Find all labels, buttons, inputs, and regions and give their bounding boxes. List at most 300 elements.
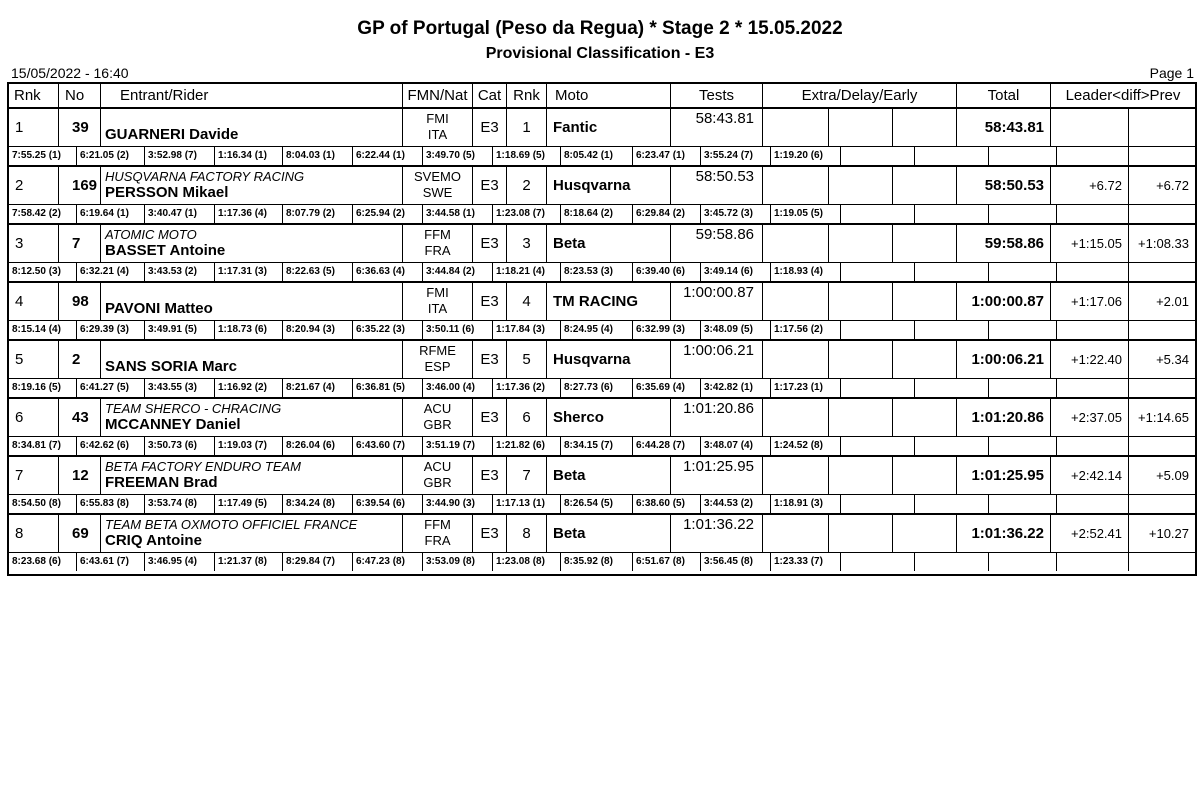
split-time: 1:18.69 (5) [493,147,561,165]
split-time: 3:42.82 (1) [701,379,771,397]
split-empty [989,379,1057,397]
col-cat: Cat [473,84,507,107]
split-time: 3:55.24 (7) [701,147,771,165]
rider-name: BASSET Antoine [105,242,226,259]
diff-previous: +1:08.33 [1138,236,1189,251]
document-title: GP of Portugal (Peso da Regua) * Stage 2 * 15.05.2022 [357,18,843,39]
split-time: 6:43.61 (7) [77,553,145,571]
split-time: 8:26.54 (5) [561,495,633,513]
split-time: 6:35.69 (4) [633,379,701,397]
split-time: 3:50.73 (6) [145,437,215,455]
tests-time: 1:01:36.22 [671,515,763,552]
split-empty [989,147,1057,165]
diff-previous: +10.27 [1148,526,1189,541]
split-time: 1:17.49 (5) [215,495,283,513]
split-empty [1057,147,1129,165]
split-time: 1:24.52 (8) [771,437,841,455]
split-time: 6:25.94 (2) [353,205,423,223]
rider-name: MCCANNEY Daniel [105,416,241,433]
extra-cell [763,399,829,436]
nationality: SWE [422,185,453,200]
federation: FFM [424,517,451,532]
total-time: 58:43.81 [957,109,1051,146]
split-time: 6:43.60 (7) [353,437,423,455]
split-empty [1057,321,1129,339]
split-time: 1:17.36 (4) [215,205,283,223]
federation: ACU [423,459,452,474]
col-diff: Leader<diff>Prev [1065,87,1181,104]
early-cell [893,109,957,146]
diff-previous: +6.72 [1156,178,1189,193]
split-time: 6:44.28 (7) [633,437,701,455]
nationality: FRA [424,243,451,258]
split-empty [915,379,989,397]
split-time: 6:19.64 (1) [77,205,145,223]
federation: RFME [419,343,456,358]
delay-cell [829,341,893,378]
entrant-cell [101,167,403,204]
split-time: 8:23.68 (6) [9,553,77,571]
diff-leader: +2:37.05 [1051,399,1129,436]
split-time: 6:38.60 (5) [633,495,701,513]
split-time: 1:17.56 (2) [771,321,841,339]
split-time: 6:36.63 (4) [353,263,423,281]
nationality: ITA [427,301,448,316]
document-subtitle: Provisional Classification - E3 [485,45,715,62]
split-time: 6:47.23 (8) [353,553,423,571]
category: E3 [473,457,507,494]
rider-name: SANS SORIA Marc [105,358,237,375]
tests-time: 59:58.86 [671,225,763,262]
table-row [9,341,1195,399]
federation-cell [403,399,473,436]
split-time: 7:58.42 (2) [9,205,77,223]
split-times-row [9,495,1195,513]
rider-name: PAVONI Matteo [105,300,213,317]
motorcycle: TM RACING [547,283,671,320]
diff-leader: +6.72 [1051,167,1129,204]
table-row [9,283,1195,341]
split-time: 8:34.24 (8) [283,495,353,513]
split-time: 3:44.90 (3) [423,495,493,513]
col-fmn: FMN/Nat [403,84,473,107]
rider-name: GUARNERI Davide [105,126,239,143]
split-time: 1:17.31 (3) [215,263,283,281]
entrant-cell [101,515,403,552]
category-rank: 7 [507,457,547,494]
row-main [9,399,1195,437]
split-times-row [9,147,1195,165]
motorcycle: Beta [547,457,671,494]
row-main [9,457,1195,495]
row-main [9,225,1195,263]
split-time: 3:52.98 (7) [145,147,215,165]
diff-leader: +1:22.40 [1051,341,1129,378]
total-time: 1:00:00.87 [957,283,1051,320]
team-name: HUSQVARNA FACTORY RACING [105,169,305,184]
col-rnk: Rnk [9,84,59,107]
tests-time: 58:43.81 [671,109,763,146]
split-time: 1:18.21 (4) [493,263,561,281]
split-time: 6:36.81 (5) [353,379,423,397]
split-time: 8:24.95 (4) [561,321,633,339]
federation-cell [403,109,473,146]
split-empty [915,437,989,455]
diff-previous: +5.34 [1156,352,1189,367]
diff-leader: +1:17.06 [1051,283,1129,320]
split-time: 6:42.62 (6) [77,437,145,455]
split-time: 1:17.13 (1) [493,495,561,513]
split-time: 1:18.73 (6) [215,321,283,339]
split-time: 3:44.53 (2) [701,495,771,513]
position: 4 [9,283,59,320]
split-empty [841,495,915,513]
early-cell [893,457,957,494]
split-time: 8:18.64 (2) [561,205,633,223]
federation-cell [403,515,473,552]
category-rank: 5 [507,341,547,378]
split-time: 1:21.82 (6) [493,437,561,455]
split-time: 8:26.04 (6) [283,437,353,455]
tests-time: 1:01:25.95 [671,457,763,494]
position: 5 [9,341,59,378]
split-times-row [9,321,1195,339]
tests-time: 58:50.53 [671,167,763,204]
category: E3 [473,167,507,204]
total-time: 1:01:36.22 [957,515,1051,552]
position: 8 [9,515,59,552]
split-empty [989,495,1057,513]
extra-cell [763,109,829,146]
split-time: 3:53.09 (8) [423,553,493,571]
early-cell [893,225,957,262]
team-name: BETA FACTORY ENDURO TEAM [105,459,301,474]
table-row [9,109,1195,167]
split-times-row [9,263,1195,281]
diff-leader: +1:15.05 [1051,225,1129,262]
split-empty [915,495,989,513]
rider-name: PERSSON Mikael [105,184,229,201]
motorcycle: Beta [547,225,671,262]
col-rider: Entrant/Rider [101,84,403,107]
table-row [9,457,1195,515]
split-time: 1:17.84 (3) [493,321,561,339]
split-times-row [9,553,1195,571]
entrant-cell [101,109,403,146]
split-time: 6:35.22 (3) [353,321,423,339]
delay-cell [829,457,893,494]
total-time: 1:00:06.21 [957,341,1051,378]
split-time: 8:29.84 (7) [283,553,353,571]
split-empty [841,205,915,223]
col-total: Total [957,84,1051,107]
split-time: 8:27.73 (6) [561,379,633,397]
split-empty [841,321,915,339]
split-time: 3:40.47 (1) [145,205,215,223]
split-times-row [9,437,1195,455]
split-time: 6:39.54 (6) [353,495,423,513]
bib-number: 43 [59,399,101,436]
diff-previous: +2.01 [1156,294,1189,309]
split-time: 8:15.14 (4) [9,321,77,339]
split-empty [915,205,989,223]
row-main [9,109,1195,147]
split-time: 3:48.09 (5) [701,321,771,339]
nationality: ITA [427,127,448,142]
split-empty [989,437,1057,455]
split-time: 1:19.20 (6) [771,147,841,165]
nationality: ESP [424,359,451,374]
split-time: 6:23.47 (1) [633,147,701,165]
delay-cell [829,167,893,204]
page-number: Page 1 [1149,65,1194,81]
split-time: 1:19.03 (7) [215,437,283,455]
split-time: 8:05.42 (1) [561,147,633,165]
category: E3 [473,283,507,320]
split-time: 1:23.08 (8) [493,553,561,571]
position: 7 [9,457,59,494]
col-moto: Moto [547,84,671,107]
category-rank: 2 [507,167,547,204]
split-time: 7:55.25 (1) [9,147,77,165]
early-cell [893,341,957,378]
motorcycle: Husqvarna [547,167,671,204]
split-empty [1057,553,1129,571]
split-time: 8:07.79 (2) [283,205,353,223]
extra-cell [763,341,829,378]
category-rank: 1 [507,109,547,146]
split-time: 8:54.50 (8) [9,495,77,513]
col-cat-rnk: Rnk [507,84,547,107]
extra-cell [763,457,829,494]
split-empty [989,321,1057,339]
table-row [9,167,1195,225]
bib-number: 169 [59,167,101,204]
split-time: 8:34.81 (7) [9,437,77,455]
split-time: 6:32.99 (3) [633,321,701,339]
entrant-cell [101,457,403,494]
split-time: 6:32.21 (4) [77,263,145,281]
split-time: 3:49.14 (6) [701,263,771,281]
federation: SVEMO [414,169,461,184]
col-tests: Tests [671,84,763,107]
federation: FFM [424,227,451,242]
federation: ACU [423,401,452,416]
total-time: 1:01:20.86 [957,399,1051,436]
delay-cell [829,225,893,262]
early-cell [893,515,957,552]
split-time: 3:53.74 (8) [145,495,215,513]
motorcycle: Sherco [547,399,671,436]
delay-cell [829,109,893,146]
split-time: 3:44.84 (2) [423,263,493,281]
split-time: 6:22.44 (1) [353,147,423,165]
classification-table [7,82,1197,576]
bib-number: 69 [59,515,101,552]
tests-time: 1:00:00.87 [671,283,763,320]
federation-cell [403,283,473,320]
split-empty [915,553,989,571]
split-time: 8:34.15 (7) [561,437,633,455]
federation: FMI [426,111,449,126]
split-empty [1057,437,1129,455]
table-row [9,515,1195,573]
split-times-row [9,205,1195,223]
motorcycle: Fantic [547,109,671,146]
delay-cell [829,283,893,320]
row-main [9,515,1195,553]
federation-cell [403,341,473,378]
entrant-cell [101,283,403,320]
split-time: 8:21.67 (4) [283,379,353,397]
split-time: 3:46.95 (4) [145,553,215,571]
position: 2 [9,167,59,204]
bib-number: 98 [59,283,101,320]
federation-cell [403,225,473,262]
split-empty [841,147,915,165]
split-times-row [9,379,1195,397]
split-time: 1:19.05 (5) [771,205,841,223]
split-time: 8:19.16 (5) [9,379,77,397]
bib-number: 39 [59,109,101,146]
category-rank: 6 [507,399,547,436]
federation-cell [403,457,473,494]
entrant-cell [101,341,403,378]
category: E3 [473,341,507,378]
split-time: 1:17.36 (2) [493,379,561,397]
col-no: No [59,84,101,107]
bib-number: 7 [59,225,101,262]
tests-time: 1:01:20.86 [671,399,763,436]
rider-name: FREEMAN Brad [105,474,218,491]
split-empty [1057,379,1129,397]
split-time: 8:04.03 (1) [283,147,353,165]
category-rank: 4 [507,283,547,320]
table-row [9,399,1195,457]
extra-cell [763,167,829,204]
split-time: 8:23.53 (3) [561,263,633,281]
split-empty [915,147,989,165]
table-row [9,225,1195,283]
split-time: 6:51.67 (8) [633,553,701,571]
split-empty [1057,263,1129,281]
split-time: 8:35.92 (8) [561,553,633,571]
category: E3 [473,399,507,436]
row-main [9,283,1195,321]
delay-cell [829,515,893,552]
split-time: 6:41.27 (5) [77,379,145,397]
split-empty [841,263,915,281]
split-time: 6:39.40 (6) [633,263,701,281]
total-time: 1:01:25.95 [957,457,1051,494]
split-time: 1:23.33 (7) [771,553,841,571]
split-empty [841,437,915,455]
split-time: 3:48.07 (4) [701,437,771,455]
split-empty [1057,205,1129,223]
diff-previous [1129,109,1195,146]
federation: FMI [426,285,449,300]
split-time: 8:12.50 (3) [9,263,77,281]
category: E3 [473,109,507,146]
total-time: 59:58.86 [957,225,1051,262]
split-time: 1:16.34 (1) [215,147,283,165]
diff-leader: +2:52.41 [1051,515,1129,552]
federation-cell [403,167,473,204]
split-time: 6:29.84 (2) [633,205,701,223]
diff-leader [1051,109,1129,146]
diff-previous: +5.09 [1156,468,1189,483]
split-empty [989,205,1057,223]
category: E3 [473,225,507,262]
split-time: 6:55.83 (8) [77,495,145,513]
split-time: 1:17.23 (1) [771,379,841,397]
row-main [9,341,1195,379]
split-time: 8:22.63 (5) [283,263,353,281]
entrant-cell [101,225,403,262]
print-timestamp: 15/05/2022 - 16:40 [11,65,129,81]
early-cell [893,167,957,204]
row-main [9,167,1195,205]
extra-cell [763,283,829,320]
split-time: 3:43.53 (2) [145,263,215,281]
entrant-cell [101,399,403,436]
split-time: 1:21.37 (8) [215,553,283,571]
early-cell [893,283,957,320]
split-empty [841,553,915,571]
delay-cell [829,399,893,436]
motorcycle: Beta [547,515,671,552]
early-cell [893,399,957,436]
table-header [9,84,1195,109]
bib-number: 2 [59,341,101,378]
team-name: ATOMIC MOTO [105,227,197,242]
nationality: FRA [424,533,451,548]
col-extra: Extra/Delay/Early [763,84,957,107]
split-time: 3:45.72 (3) [701,205,771,223]
total-time: 58:50.53 [957,167,1051,204]
team-name: TEAM BETA OXMOTO OFFICIEL FRANCE [105,517,358,532]
split-empty [915,263,989,281]
category-rank: 8 [507,515,547,552]
split-time: 3:51.19 (7) [423,437,493,455]
split-time: 3:44.58 (1) [423,205,493,223]
position: 1 [9,109,59,146]
split-time: 3:46.00 (4) [423,379,493,397]
category: E3 [473,515,507,552]
split-time: 3:50.11 (6) [423,321,493,339]
split-time: 1:18.91 (3) [771,495,841,513]
split-empty [1057,495,1129,513]
diff-previous: +1:14.65 [1138,410,1189,425]
extra-cell [763,515,829,552]
category-rank: 3 [507,225,547,262]
split-time: 3:49.91 (5) [145,321,215,339]
split-empty [989,553,1057,571]
split-time: 1:18.93 (4) [771,263,841,281]
diff-leader: +2:42.14 [1051,457,1129,494]
extra-cell [763,225,829,262]
split-time: 3:56.45 (8) [701,553,771,571]
split-time: 6:21.05 (2) [77,147,145,165]
split-time: 1:23.08 (7) [493,205,561,223]
position: 6 [9,399,59,436]
split-time: 6:29.39 (3) [77,321,145,339]
split-empty [841,379,915,397]
nationality: GBR [423,417,452,432]
team-name: TEAM SHERCO - CHRACING [105,401,282,416]
motorcycle: Husqvarna [547,341,671,378]
split-time: 3:49.70 (5) [423,147,493,165]
